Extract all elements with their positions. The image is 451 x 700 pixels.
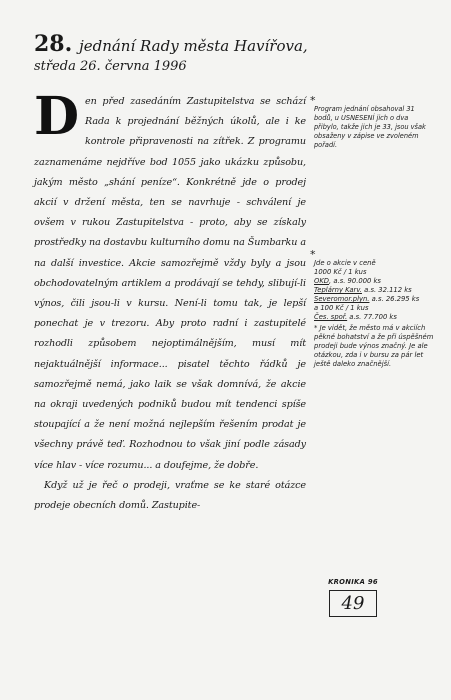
margin-note-program-text: Program jednání obsahoval 31 bodů, u USNESENÍ jich o dva přibylo, takže jich je 33, jsou však obsaženy v zápise ve zvoleném pořadí. <box>314 105 426 149</box>
margin-note-program <box>310 94 434 150</box>
shares-row-cs <box>314 313 438 322</box>
shares-company: OKD <box>314 277 330 285</box>
paragraph-1 <box>34 86 306 476</box>
chronicle-label: KRONIKA 96 <box>328 578 378 586</box>
shares-company: Čes. spoř. <box>314 313 348 321</box>
chronicle-body <box>34 86 306 516</box>
shares-price-2: a 100 Kč / 1 kus <box>314 304 369 312</box>
shares-count: , a.s. 90.000 ks <box>329 277 381 285</box>
page-number: 49 <box>329 590 378 617</box>
paragraph-2: Když už je řeč o prodeji, vraťme se ke staré otázce prodeje obecních domů. Zastupite- <box>34 479 306 512</box>
shares-comment <box>314 324 438 369</box>
drop-cap-letter: D <box>34 86 79 147</box>
shares-count: a.s. 26.295 ks <box>369 295 420 303</box>
shares-row-okd <box>314 277 438 286</box>
shares-price-1: 1000 Kč / 1 kus <box>314 268 367 276</box>
paragraph-1-text: en před zasedáním Zastupitelstva se schází Rada k projednání běžných úkolů, ale i ke kontrole připravenosti na zítřek. Z programu zaznamenáme nejdříve bod 1055 jako ukázku způsobu, jakým město „shání peníze“. Konkrétně jde o prodej akcií v držení města, ten se navrhuje - schválení je ovšem v rukou Zastupitelstva - proto, aby se získaly prostředky na dostavbu kulturního domu na Šumbarku a na další investice. Akcie samozřejmě vždy byly a jsou obchodovatelným artiklem a prodávají se tehdy, slibují-li výnos, čili jsou-li v kursu. Není-li tomu tak, je lepší ponechat je v trezoru. Aby proto radní i zastupitelé rozhodli způsobem nejoptimálnějším, musí mít nejaktuálnější informace... pisatel těchto řádků je samozřejmě nemá, jako laik se však domnívá, že akcie na okraji uvedených podniků budou mít tendenci spíše stoupající a že není možná nejlepším řešením prodat je všechny právě teď. Rozhodnou to však jiní podle zásady více hlav - více rozumu... a doufejme, že dobře. <box>34 96 306 471</box>
shares-company: Teplárny Karv. <box>314 286 362 294</box>
shares-row-teplarny <box>314 286 438 295</box>
asterisk-icon: * <box>310 94 316 107</box>
meeting-number: 28. <box>34 31 73 57</box>
margin-note-shares <box>310 248 438 369</box>
shares-company: Severomor.plyn. <box>314 295 370 303</box>
shares-count: a.s. 32.112 ks <box>361 286 412 294</box>
shares-intro: Jde o akcie v ceně <box>314 259 376 267</box>
shares-count: a.s. 77.700 ks <box>347 313 397 321</box>
page-footer <box>318 578 388 617</box>
asterisk-icon: * <box>310 248 316 261</box>
meeting-date: středa 26. června 1996 <box>34 59 187 74</box>
heading-line <box>34 31 308 57</box>
asterisk-icon: * <box>314 324 320 332</box>
page-heading <box>34 31 308 76</box>
meeting-title: jednání Rady města Havířova, <box>79 37 308 55</box>
shares-comment-text: Je vidět, že město má v akciích pěkné bohatství a že při úspěšném prodeji bude výnos značný. Je ale otázkou, zda i v bursu za pár let ještě daleko značnější. <box>314 324 434 368</box>
shares-row-sevmor <box>314 295 438 304</box>
